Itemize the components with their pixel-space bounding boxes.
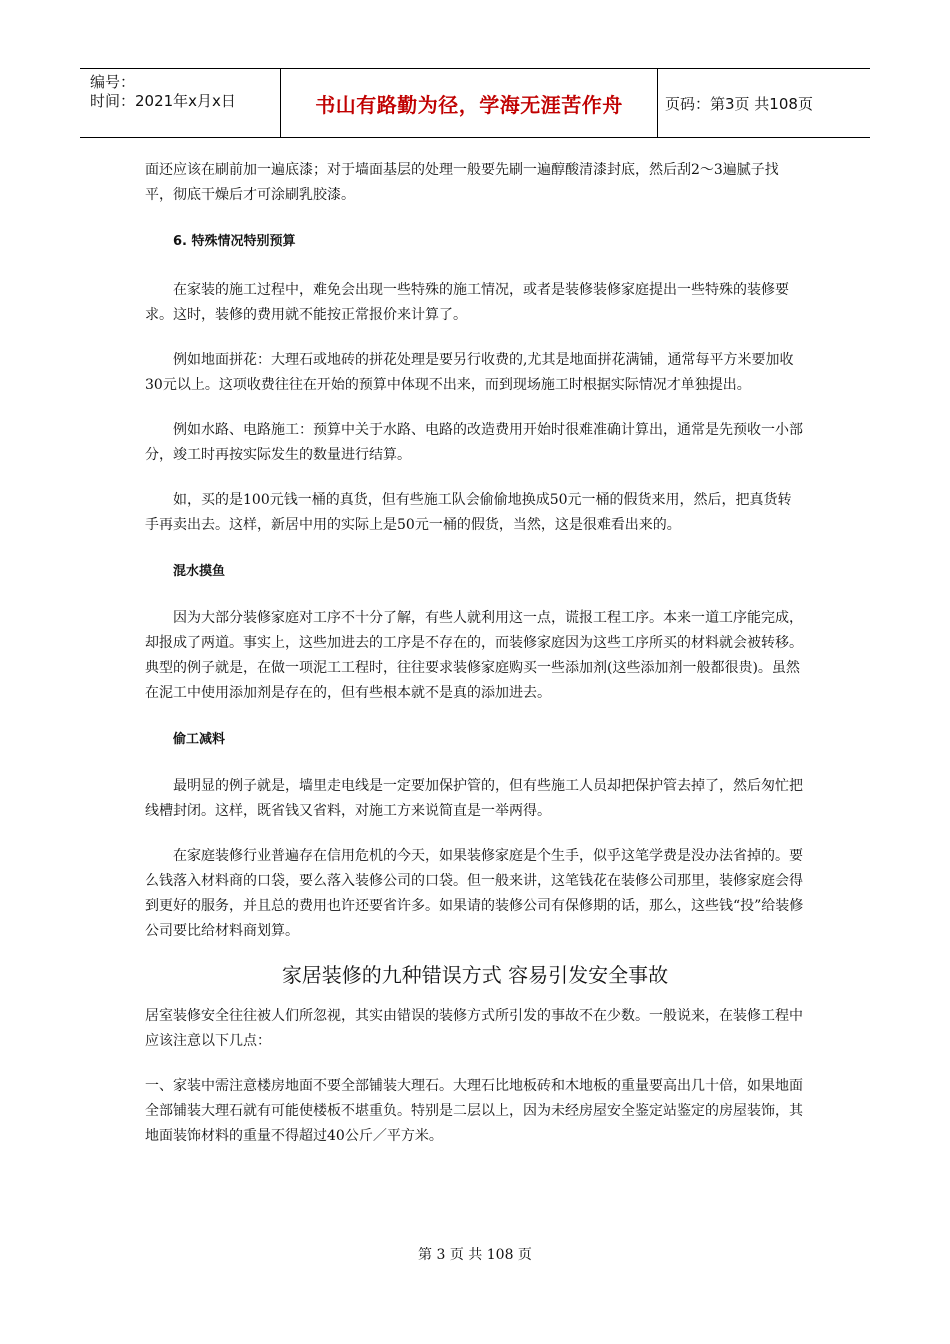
paragraph: 例如水路、电路施工：预算中关于水路、电路的改造费用开始时很难准确计算出，通常是先预收一小部分，竣工时再按实际发生的数量进行结算。 (145, 422, 803, 463)
paragraph: 居室装修安全往往被人们所忽视，其实由错误的装修方式所引发的事故不在少数。一般说来，在装修工程中应该注意以下几点： (145, 1008, 803, 1049)
paragraph: 如，买的是100元钱一桶的真货，但有些施工队会偷偷地换成50元一桶的假货来用，然后，把真货转手再卖出去。这样，新居中用的实际上是50元一桶的假货，当然，这是很难看出来的。 (145, 492, 792, 533)
document-number-label: 编号： (90, 73, 136, 91)
document-time-label: 时间：2021年x月x日 (90, 92, 236, 110)
paragraph: 在家庭装修行业普遍存在信用危机的今天，如果装修家庭是个生手，似乎这笔学费是没办法省掉的。要么钱落入材料商的口袋，要么落入装修公司的口袋。但一般来讲，这笔钱花在装修公司那里，装修家庭会得到更好的服务，并且总的费用也许还要省许多。如果请的装修公司有保修期的话，那么，这些钱“投”给装修公司要比给材料商划算。 (145, 848, 804, 939)
paragraph: 最明显的例子就是，墙里走电线是一定要加保护管的，但有些施工人员却把保护管去掉了，然后匆忙把线槽封闭。这样，既省钱又省料，对施工方来说简直是一举两得。 (145, 778, 803, 819)
page-footer: 第 3 页 共 108 页 (418, 1247, 532, 1263)
section-heading: 6. 特殊情况特别预算 (173, 234, 296, 249)
paragraph: 因为大部分装修家庭对工序不十分了解，有些人就利用这一点，谎报工程工序。本来一道工序能完成，却报成了两道。事实上，这些加进去的工序是不存在的，而装修家庭因为这些工序所买的材料就会被转移。典型的例子就是，在做一项泥工工程时，往往要求装修家庭购买一些添加剂(这些添加剂一般都很贵)。虽然在泥工中使用添加剂是存在的，但有些根本就不是真的添加进去。 (145, 610, 803, 701)
paragraph: 在家装的施工过程中，难免会出现一些特殊的施工情况，或者是装修装修家庭提出一些特殊的装修要求。这时，装修的费用就不能按正常报价来计算了。 (145, 282, 789, 323)
document-body (145, 158, 805, 1149)
paragraph: 面还应该在刷前加一遍底漆；对于墙面基层的处理一般要先刷一遍醇酸清漆封底，然后刮2～3遍腻子找平，彻底干燥后才可涂刷乳胶漆。 (145, 162, 779, 203)
header-page-info: 页码：第3页 共108页 (665, 94, 813, 113)
header-meta (80, 69, 280, 137)
paragraph: 一、家装中需注意楼房地面不要全部铺装大理石。大理石比地板砖和木地板的重量要高出几十倍，如果地面全部铺装大理石就有可能使楼板不堪重负。特别是二层以上，因为未经房屋安全鉴定站鉴定的房屋装饰，其地面装饰材料的重量不得超过40公斤／平方米。 (145, 1078, 803, 1144)
article-title: 家居装修的九种错误方式 容易引发安全事故 (281, 963, 669, 987)
section-heading: 混水摸鱼 (173, 564, 226, 579)
page-header (80, 68, 870, 138)
section-heading: 偷工减料 (173, 732, 226, 747)
paragraph: 例如地面拼花：大理石或地砖的拼花处理是要另行收费的,尤其是地面拼花满铺，通常每平方米要加收30元以上。这项收费往往在开始的预算中体现不出来，而到现场施工时根据实际情况才单独提出。 (145, 352, 794, 393)
header-motto: 书山有路勤为径，学海无涯苦作舟 (280, 69, 658, 137)
